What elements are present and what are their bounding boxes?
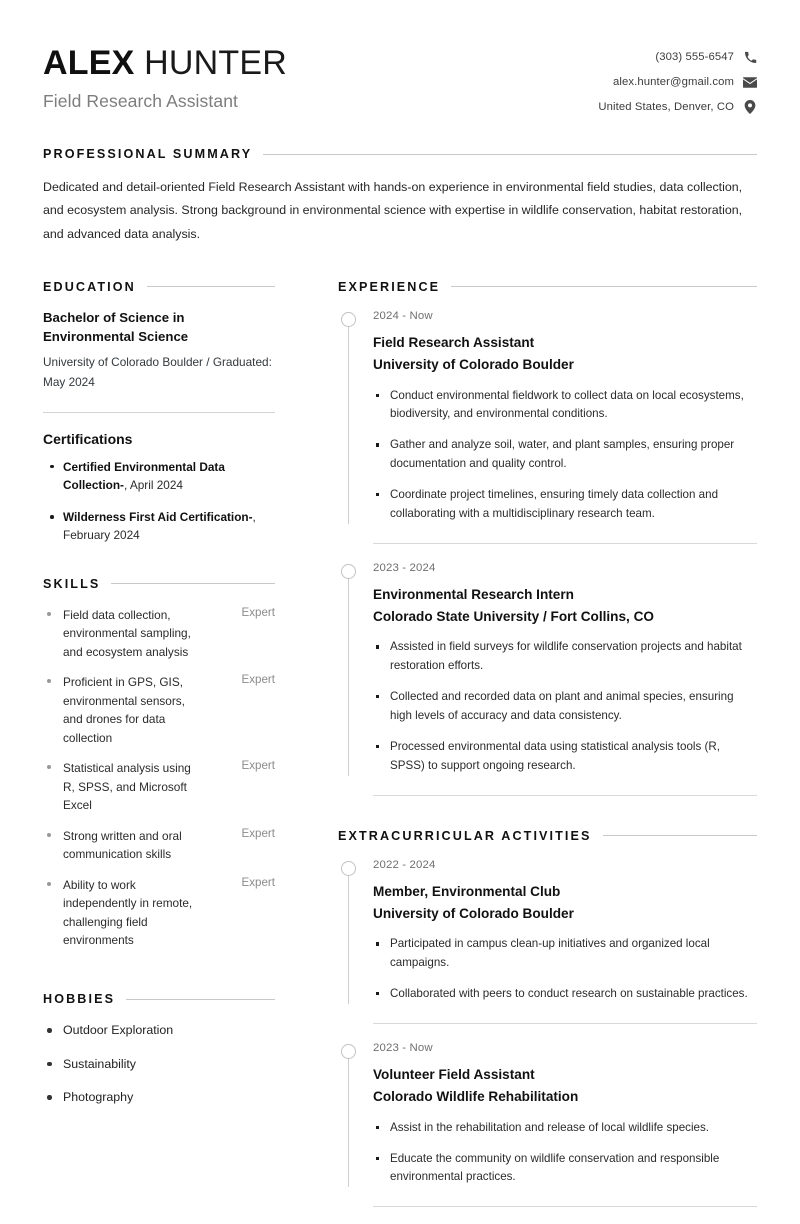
certifications-list bbox=[43, 458, 275, 545]
list-item bbox=[43, 458, 275, 495]
certification-date: , February 2024 bbox=[63, 510, 256, 543]
skill-level: Expert bbox=[241, 759, 275, 773]
hobbies-heading-label: HOBBIES bbox=[43, 992, 116, 1006]
skill-level: Expert bbox=[241, 826, 275, 840]
heading-rule bbox=[126, 999, 275, 1000]
heading-rule bbox=[263, 154, 757, 155]
full-name bbox=[43, 44, 287, 82]
job-title: Field Research Assistant bbox=[43, 91, 238, 112]
location-pin-icon bbox=[743, 100, 757, 114]
skill-name: Statistical analysis using R, SPSS, and Microsoft Excel bbox=[43, 759, 195, 815]
hobbies-list bbox=[43, 1021, 275, 1107]
skill-name: Ability to work independently in remote, challenging field environments bbox=[43, 876, 195, 950]
extracurricular-timeline bbox=[338, 858, 757, 1208]
experience-heading bbox=[338, 280, 757, 294]
entry-date: 2024 - Now bbox=[373, 309, 433, 322]
contact-block bbox=[598, 44, 757, 114]
list-item: Outdoor Exploration bbox=[43, 1021, 275, 1040]
education-meta: University of Colorado Boulder / Graduated: May 2024 bbox=[43, 355, 272, 389]
resume-body bbox=[43, 280, 757, 1224]
list-item: Collaborated with peers to conduct research on sustainable practices. bbox=[373, 985, 757, 1004]
list-item: Sustainability bbox=[43, 1055, 275, 1074]
list-item: Coordinate project timelines, ensuring timely data collection and collaborating with a multidisciplinary research team. bbox=[373, 486, 757, 524]
certification-name: Certified Environmental Data Collection- bbox=[63, 459, 225, 492]
timeline-line bbox=[348, 1051, 349, 1187]
extracurricular-entry bbox=[338, 1041, 757, 1187]
last-name: HUNTER bbox=[144, 44, 288, 82]
skill-level: Expert bbox=[241, 875, 275, 889]
certification-date: , April 2024 bbox=[123, 477, 183, 492]
experience-entry bbox=[338, 309, 757, 524]
left-column bbox=[43, 280, 275, 1139]
timeline-marker-icon bbox=[341, 1044, 356, 1059]
list-item: Collected and recorded data on plant and animal species, ensuring high levels of accuracy and data consistency. bbox=[373, 688, 757, 726]
list-item: Conduct environmental fieldwork to collect data on local ecosystems, biodiversity, and environmental conditions. bbox=[373, 387, 757, 425]
skill-name: Proficient in GPS, GIS, environmental sensors, and drones for data collection bbox=[43, 673, 195, 747]
skills-heading bbox=[43, 577, 275, 591]
timeline-line bbox=[348, 319, 349, 524]
contact-phone-text: (303) 555-6547 bbox=[655, 51, 734, 63]
skill-name: Strong written and oral communication skills bbox=[43, 827, 195, 864]
timeline-marker-icon bbox=[341, 312, 356, 327]
summary-heading bbox=[43, 147, 757, 161]
entry-role: Member, Environmental Club bbox=[373, 883, 561, 899]
hobbies-section bbox=[43, 992, 275, 1107]
resume-header bbox=[43, 36, 757, 114]
identity-block bbox=[43, 44, 287, 112]
list-item: Gather and analyze soil, water, and plant samples, ensuring proper documentation and quality control. bbox=[373, 436, 757, 474]
certifications-heading: Certifications bbox=[43, 430, 133, 447]
summary-heading-label: PROFESSIONAL SUMMARY bbox=[43, 147, 253, 161]
timeline-line bbox=[348, 571, 349, 776]
entry-role: Field Research Assistant bbox=[373, 334, 535, 350]
entry-role: Environmental Research Intern bbox=[373, 586, 574, 602]
contact-phone[interactable] bbox=[598, 50, 757, 64]
contact-location[interactable] bbox=[598, 100, 757, 114]
phone-icon bbox=[743, 50, 757, 64]
extracurricular-entry bbox=[338, 858, 757, 1004]
heading-rule bbox=[147, 286, 275, 287]
entry-organization: Colorado State University / Fort Collins, CO bbox=[373, 609, 654, 625]
entry-date: 2023 - Now bbox=[373, 1042, 433, 1055]
list-item bbox=[43, 606, 275, 662]
hobbies-heading bbox=[43, 992, 275, 1006]
contact-email[interactable] bbox=[598, 75, 757, 89]
entry-separator bbox=[373, 1023, 757, 1024]
entry-bullets bbox=[373, 1119, 757, 1188]
list-item: Educate the community on wildlife conservation and responsible environmental practices. bbox=[373, 1150, 757, 1188]
extracurricular-heading bbox=[338, 829, 757, 843]
experience-timeline bbox=[338, 309, 757, 796]
education-degree: Bachelor of Science in Environmental Science bbox=[43, 309, 189, 344]
first-name: ALEX bbox=[43, 44, 135, 82]
education-divider bbox=[43, 412, 275, 413]
right-column bbox=[338, 280, 757, 1224]
entry-separator bbox=[373, 543, 757, 544]
entry-organization: University of Colorado Boulder bbox=[373, 906, 574, 922]
timeline-marker-icon bbox=[341, 564, 356, 579]
extracurricular-section bbox=[338, 829, 757, 1208]
skill-level: Expert bbox=[241, 605, 275, 619]
skill-level: Expert bbox=[241, 673, 275, 687]
entry-separator bbox=[373, 1206, 757, 1207]
list-item: Processed environmental data using statistical analysis tools (R, SPSS) to support ongoing research. bbox=[373, 738, 757, 776]
professional-summary-section bbox=[43, 147, 757, 246]
entry-bullets bbox=[373, 638, 757, 775]
experience-section bbox=[338, 280, 757, 796]
contact-email-text: alex.hunter@gmail.com bbox=[613, 76, 734, 88]
email-icon bbox=[743, 75, 757, 89]
heading-rule bbox=[451, 286, 757, 287]
list-item bbox=[43, 759, 275, 815]
entry-bullets bbox=[373, 935, 757, 1004]
entry-role: Volunteer Field Assistant bbox=[373, 1067, 535, 1083]
extracurricular-heading-label: EXTRACURRICULAR ACTIVITIES bbox=[338, 828, 592, 843]
entry-date: 2023 - 2024 bbox=[373, 561, 436, 574]
list-item: Participated in campus clean-up initiatives and organized local campaigns. bbox=[373, 935, 757, 973]
education-heading bbox=[43, 280, 275, 294]
skill-name: Field data collection, environmental sampling, and ecosystem analysis bbox=[43, 606, 195, 662]
list-item: Assist in the rehabilitation and release of local wildlife species. bbox=[373, 1119, 757, 1138]
education-section bbox=[43, 280, 275, 545]
list-item: Assisted in field surveys for wildlife conservation projects and habitat restoration efforts. bbox=[373, 638, 757, 676]
experience-heading-label: EXPERIENCE bbox=[338, 279, 441, 294]
entry-bullets bbox=[373, 387, 757, 524]
summary-text: Dedicated and detail-oriented Field Research Assistant with hands-on experience in environmental field studies, data collection, and ecosystem analysis. Strong background in environmental science with expertise in wildlife conservation, habitat restoration, and advanced data analysis. bbox=[43, 180, 743, 241]
education-heading-label: EDUCATION bbox=[43, 279, 136, 294]
certification-name: Wilderness First Aid Certification- bbox=[63, 510, 253, 525]
heading-rule bbox=[603, 835, 757, 836]
experience-entry bbox=[338, 561, 757, 776]
timeline-marker-icon bbox=[341, 861, 356, 876]
list-item bbox=[43, 508, 275, 545]
entry-separator bbox=[373, 795, 757, 796]
list-item: Photography bbox=[43, 1088, 275, 1107]
timeline-line bbox=[348, 868, 349, 1004]
heading-rule bbox=[111, 583, 275, 584]
list-item bbox=[43, 827, 275, 864]
entry-organization: University of Colorado Boulder bbox=[373, 357, 574, 373]
entry-date: 2022 - 2024 bbox=[373, 858, 436, 871]
list-item bbox=[43, 876, 275, 950]
skills-heading-label: SKILLS bbox=[43, 576, 101, 591]
skills-section bbox=[43, 577, 275, 950]
list-item bbox=[43, 673, 275, 747]
contact-location-text: United States, Denver, CO bbox=[598, 101, 734, 113]
entry-organization: Colorado Wildlife Rehabilitation bbox=[373, 1089, 579, 1105]
